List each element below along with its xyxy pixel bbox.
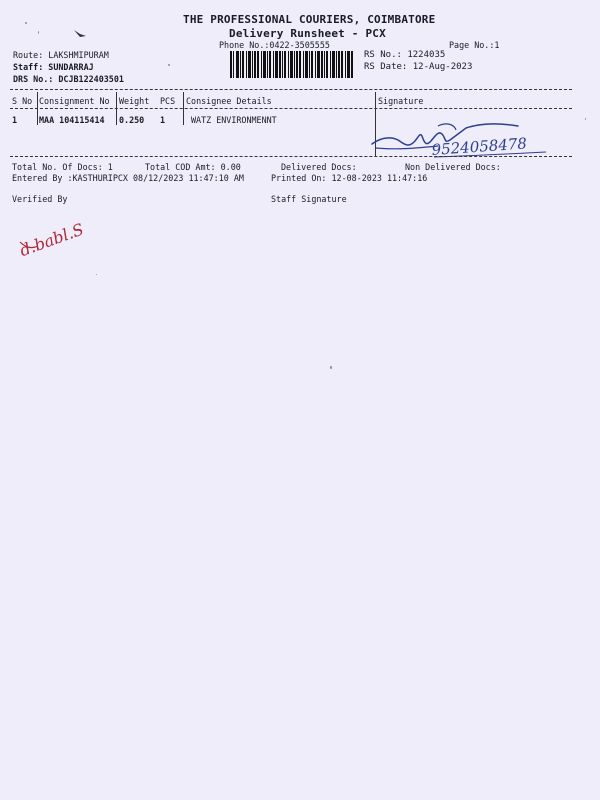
scan-speck <box>25 22 27 24</box>
verified-by-label: Verified By <box>12 194 68 204</box>
row-weight: 0.250 <box>119 115 145 125</box>
handwritten-signature <box>368 118 568 160</box>
printed-on: Printed On: 12-08-2023 11:47:16 <box>271 173 428 183</box>
row-sno: 1 <box>12 115 18 125</box>
table-top-divider <box>10 89 572 90</box>
scan-speck <box>168 64 170 66</box>
header-consignment: Consignment No <box>39 96 110 106</box>
scan-speck <box>330 366 332 369</box>
staff-label: Staff: SUNDARRAJ <box>13 62 94 72</box>
corner-mark-icon <box>72 28 88 40</box>
total-cod-amount: Total COD Amt: 0.00 <box>145 162 241 172</box>
header-sno: S No <box>12 96 33 106</box>
rs-number: RS No.: 1224035 <box>364 50 446 60</box>
row-consignee: WATZ ENVIRONMENNT <box>191 115 277 125</box>
page-number: Page No.:1 <box>449 40 500 50</box>
company-name: THE PROFESSIONAL COURIERS, COIMBATORE <box>183 13 436 26</box>
table-header-divider <box>10 108 572 109</box>
delivered-docs: Delivered Docs: <box>281 162 357 172</box>
row-consignment-no: MAA 104115414 <box>39 115 105 125</box>
drs-number: DRS No.: DCJB122403501 <box>13 74 124 84</box>
handwritten-phone-number: 9524058478 <box>431 134 528 159</box>
scan-speck <box>96 274 97 275</box>
non-delivered-docs: Non Delivered Docs: <box>405 162 501 172</box>
verifier-initials: d.babl.S <box>17 219 87 261</box>
table-bottom-divider <box>10 156 572 157</box>
scan-speck <box>585 118 586 120</box>
header-signature: Signature <box>378 96 424 106</box>
row-pcs: 1 <box>160 115 166 125</box>
verifier-initials-signature <box>14 216 87 261</box>
scan-speck <box>38 31 39 34</box>
route-label: Route: LAKSHMIPURAM <box>13 50 109 60</box>
phone-number: Phone No.:0422-3505555 <box>219 40 330 50</box>
rs-date: RS Date: 12-Aug-2023 <box>364 62 473 72</box>
entered-by: Entered By :KASTHURIPCX 08/12/2023 11:47:10 AM <box>12 173 244 183</box>
barcode-image <box>230 51 354 78</box>
document-title: Delivery Runsheet - PCX <box>229 27 386 40</box>
staff-signature-label: Staff Signature <box>271 194 347 204</box>
header-pcs: PCS <box>160 96 176 106</box>
header-weight: Weight <box>119 96 150 106</box>
total-docs: Total No. Of Docs: 1 <box>12 162 113 172</box>
header-consignee: Consignee Details <box>186 96 272 106</box>
